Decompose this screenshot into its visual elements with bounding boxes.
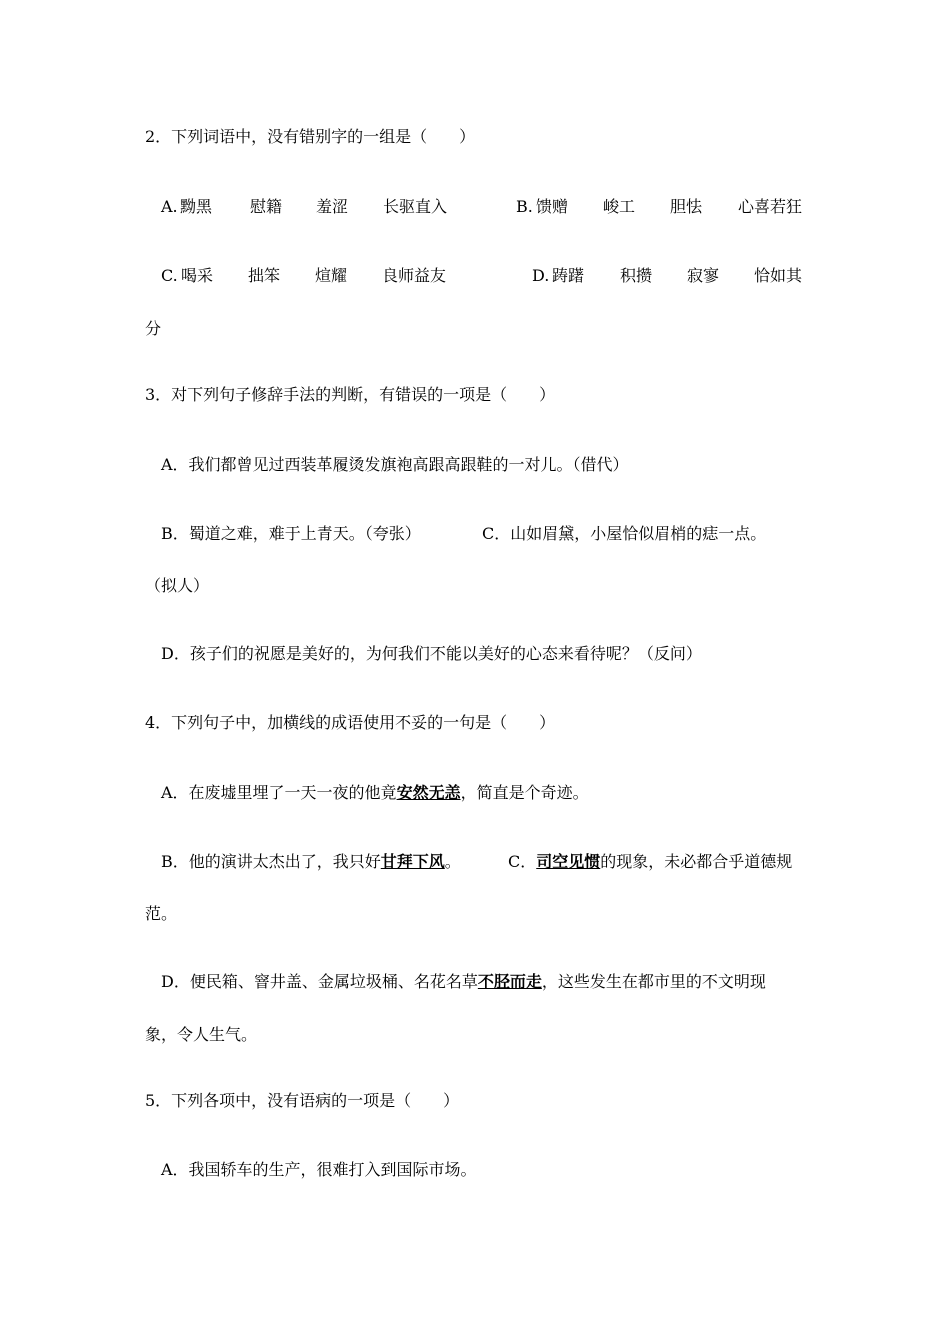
option-a-word-4: 长驱直入 bbox=[383, 197, 448, 216]
option-d-word-1: 踌躇 bbox=[552, 266, 585, 285]
question-4-option-c bbox=[508, 854, 792, 870]
underlined-idiom: 甘拜下风 bbox=[380, 852, 445, 871]
option-c-text: C． bbox=[508, 852, 537, 871]
question-2-stem: 2．下列词语中，没有错别字的一组是（ ） bbox=[145, 127, 476, 146]
option-a-word-3: 羞涩 bbox=[316, 197, 349, 216]
question-3-option-d: D．孩子们的祝愿是美好的，为何我们不能以美好的心态来看待呢？（反问） bbox=[161, 644, 702, 663]
question-3-option-a: A．我们都曾见过西装革履烫发旗袍高跟高跟鞋的一对儿。（借代） bbox=[161, 455, 629, 474]
option-c-word-4: 良师益友 bbox=[382, 266, 447, 285]
question-4-option-b bbox=[161, 854, 461, 870]
option-c-word-2: 拙笨 bbox=[248, 266, 281, 285]
underlined-idiom: 不胫而走 bbox=[477, 972, 542, 991]
option-d-text-end: ，这些发生在都市里的不文明现 bbox=[541, 972, 766, 991]
option-c-label: C. bbox=[161, 266, 178, 285]
option-a-text-end: ，简直是个奇迹。 bbox=[460, 783, 589, 802]
option-a-text: A．在废墟里埋了一天一夜的他竟 bbox=[161, 783, 397, 802]
question-5-option-a: A．我国轿车的生产，很难打入到国际市场。 bbox=[161, 1160, 477, 1179]
question-5-stem: 5．下列各项中，没有语病的一项是（ ） bbox=[145, 1091, 460, 1110]
option-c-word-1: 喝采 bbox=[181, 266, 214, 285]
question-4-option-d-continuation: 象，令人生气。 bbox=[145, 1025, 258, 1044]
option-b-text-end: 。 bbox=[444, 852, 461, 871]
option-a-label: A. bbox=[161, 197, 178, 216]
option-b-word-2: 峻工 bbox=[603, 197, 636, 216]
option-a-word-2: 慰籍 bbox=[250, 197, 283, 216]
question-4-stem: 4．下列句子中，加横线的成语使用不妥的一句是（ ） bbox=[145, 713, 556, 732]
option-d-word-4: 恰如其 bbox=[754, 266, 803, 285]
question-4-option-d bbox=[161, 974, 766, 990]
option-c-word-3: 煊耀 bbox=[315, 266, 348, 285]
option-b-word-3: 胆怯 bbox=[670, 197, 703, 216]
question-3-option-c: C．山如眉黛，小屋恰似眉梢的痣一点。 bbox=[482, 524, 767, 543]
option-d-text: D．便民箱、窨井盖、金属垃圾桶、名花名草 bbox=[161, 972, 478, 991]
question-3-option-c-continuation: （拟人） bbox=[145, 576, 210, 595]
option-a-word-1: 黝黑 bbox=[180, 197, 213, 216]
option-b-text: B．他的演讲太杰出了，我只好 bbox=[161, 852, 381, 871]
option-b-word-1: 馈赠 bbox=[536, 197, 569, 216]
option-d-continuation: 分 bbox=[145, 319, 162, 338]
question-4-option-a bbox=[161, 785, 589, 801]
option-b-label: B. bbox=[516, 197, 533, 216]
question-3-stem: 3．对下列句子修辞手法的判断，有错误的一项是（ ） bbox=[145, 385, 556, 404]
question-4-option-c-continuation: 范。 bbox=[145, 904, 178, 923]
question-3-option-b: B．蜀道之难，难于上青天。（夸张） bbox=[161, 524, 421, 543]
underlined-idiom: 司空见惯 bbox=[536, 852, 601, 871]
underlined-idiom: 安然无恙 bbox=[396, 783, 461, 802]
option-b-word-4: 心喜若狂 bbox=[738, 197, 803, 216]
option-d-word-3: 寂寥 bbox=[687, 266, 720, 285]
option-c-text-end: 的现象，未必都合乎道德规 bbox=[600, 852, 793, 871]
option-d-label: D. bbox=[532, 266, 550, 285]
option-d-word-2: 积攒 bbox=[620, 266, 653, 285]
